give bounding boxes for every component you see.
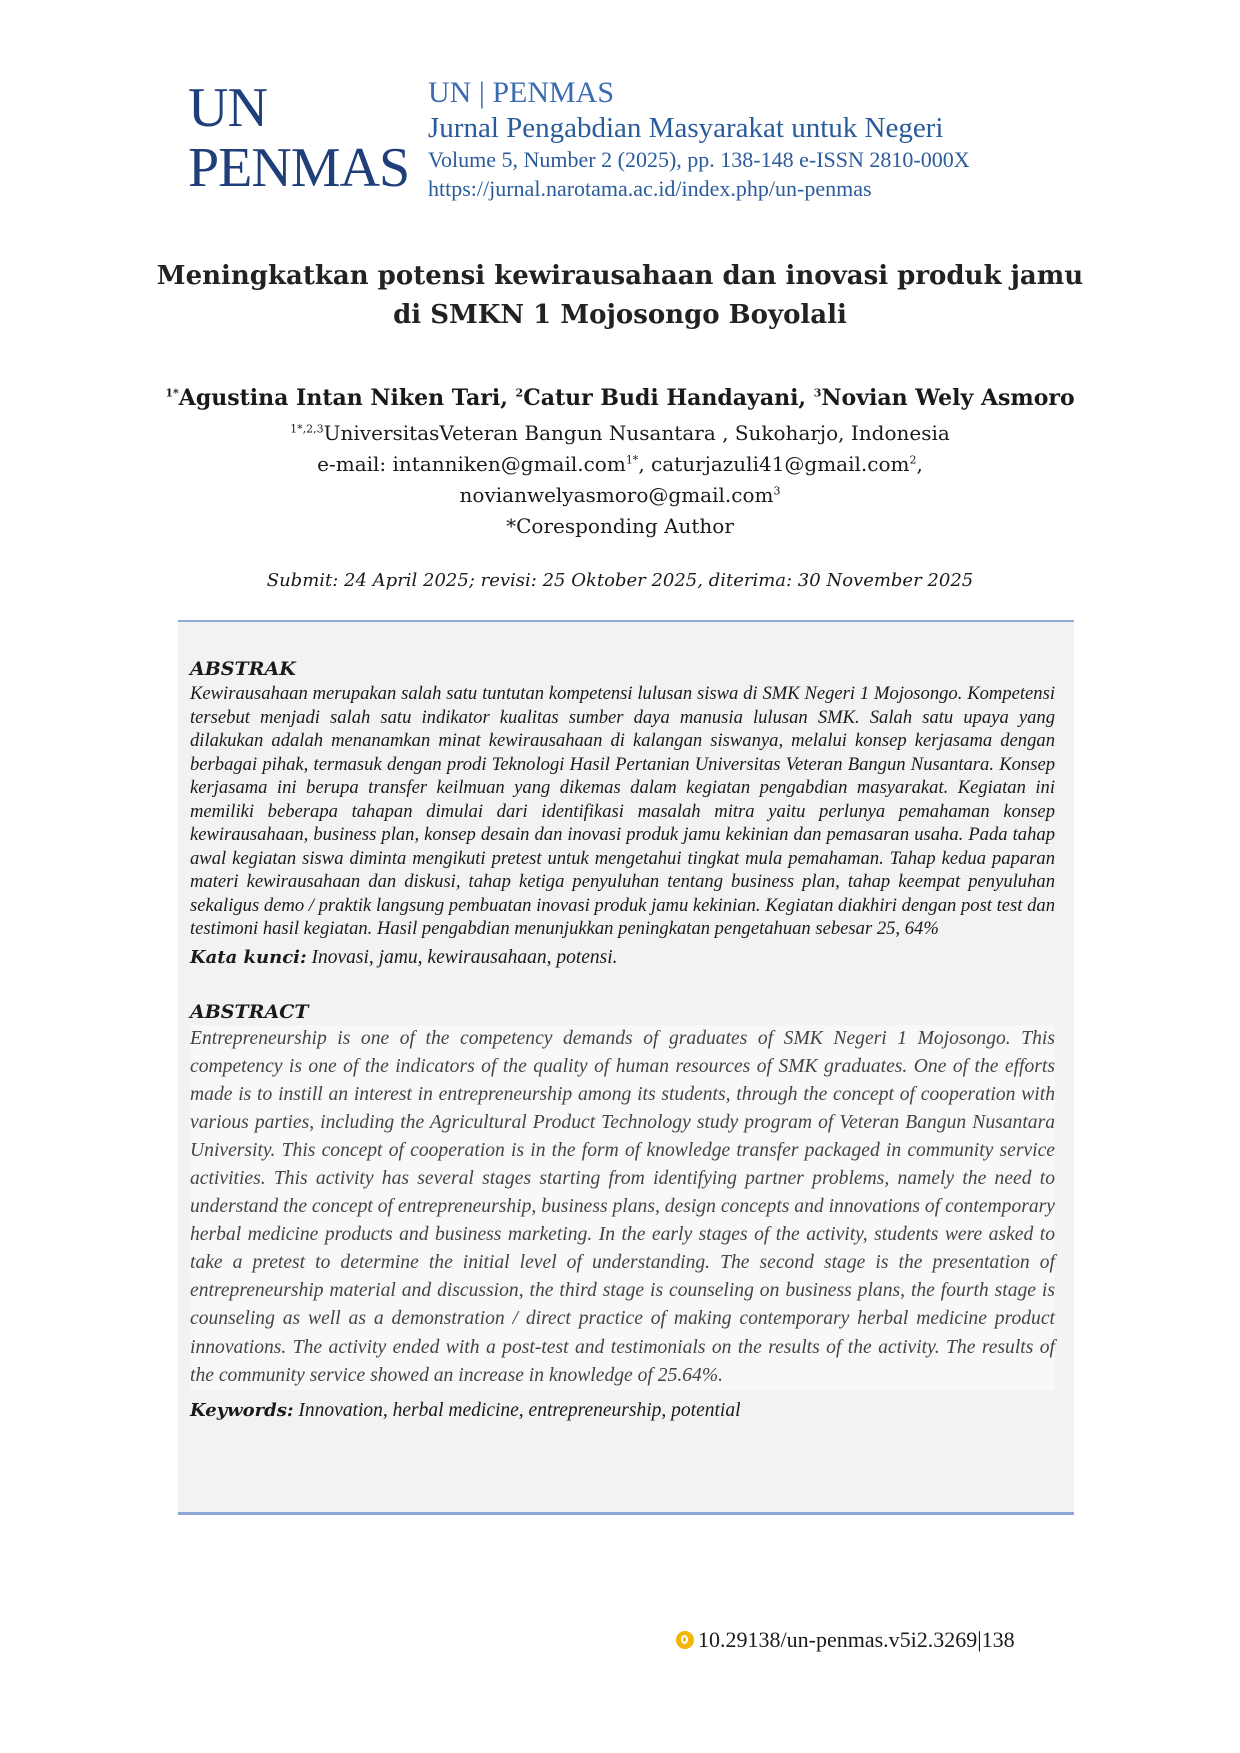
- email-1[interactable]: intanniken@gmail.com: [392, 452, 626, 476]
- author-3: Novian Wely Asmoro: [821, 385, 1075, 411]
- email-3[interactable]: novianwelyasmoro@gmail.com: [459, 483, 774, 507]
- abstract-content: [190, 656, 1055, 1424]
- logo-line-1: UN: [188, 77, 267, 139]
- author-1-marker: 1*: [165, 386, 179, 400]
- author-1: Agustina Intan Niken Tari,: [178, 385, 508, 411]
- abstract-box: [178, 620, 1074, 1515]
- email-2-suffix: ,: [916, 452, 923, 476]
- author-list: [150, 383, 1090, 413]
- journal-header: [428, 76, 970, 204]
- submission-dates: Submit: 24 April 2025; revisi: 25 Oktober 2025, diterima: 30 November 2025: [266, 570, 974, 591]
- abstract-text: Entrepreneurship is one of the competency demands of graduates of SMK Negeri 1 Mojosongo. This competency is one of the indicators of the quality of human resources of SMK graduates. One of the efforts made is to instill an interest in entrepreneurship among its students, through the concept of cooperation with various parties, including the Agricultural Product Technology study program of Veteran Bangun Nusantara University. This concept of cooperation is in the form of knowledge transfer packaged in community service activities. This activity has several stages starting from identifying partner problems, namely the need to understand the concept of entrepreneurship, business plans, design concepts and innovations of contemporary herbal medicine products and business marketing. In the early stages of the activity, students were asked to take a pretest to determine the initial level of understanding. The second stage is the presentation of entrepreneurship material and discussion, the third stage is counseling on business plans, the fourth stage is counseling as well as a demonstration / direct practice of making contemporary herbal medicine product innovations. The activity ended with a post-test and testimonials on the results of the activity. The results of the community service showed an increase in knowledge of 25.64%.: [190, 1025, 1055, 1390]
- page-footer: [676, 1626, 1015, 1654]
- email-2[interactable]: , caturjazuli41@gmail.com: [638, 452, 910, 476]
- title-line-2: di SMKN 1 Mojosongo Boyolali: [393, 300, 847, 330]
- affiliation: UniversitasVeteran Bangun Nusantara , Sukoharjo, Indonesia: [323, 421, 950, 445]
- affiliation-block: [150, 418, 1090, 542]
- doi-icon: [676, 1631, 694, 1649]
- author-2: Catur Budi Handayani,: [523, 385, 807, 411]
- keywords-values: Innovation, herbal medicine, entrepreneurship, potential: [293, 1399, 741, 1421]
- email-3-marker: 3: [773, 484, 781, 498]
- affiliation-line: [150, 418, 1090, 449]
- journal-logo: [188, 78, 409, 198]
- abstract-heading: ABSTRACT: [190, 1000, 309, 1023]
- email-1-marker: 1*: [625, 453, 639, 467]
- doi-link[interactable]: 10.29138/un-penmas.v5i2.3269: [698, 1627, 978, 1652]
- affiliation-marker: 1*,2,3: [290, 422, 324, 436]
- volume-info: Volume 5, Number 2 (2025), pp. 138-148 e-ISSN 2810-000X: [428, 147, 970, 172]
- email-line: [150, 449, 1090, 480]
- journal-full-name: Jurnal Pengabdian Masyarakat untuk Negeri: [428, 112, 944, 144]
- abstrak-text: Kewirausahaan merupakan salah satu tuntutan kompetensi lulusan siswa di SMK Negeri 1 Mojosongo. Kompetensi tersebut menjadi salah satu indikator kualitas sumber daya manusia lulusan SMK. Salah satu upaya yang dilakukan adalah menanamkan minat kewirausahaan di kalangan siswanya, melalui konsep kerjasama dengan berbagai pihak, termasuk dengan prodi Teknologi Hasil Pertanian Universitas Veteran Bangun Nusantara. Konsep kerjasama ini berupa transfer keilmuan yang dikemas dalam kegiatan pengabdian masyarakat. Kegiatan ini memiliki beberapa tahapan dimulai dari identifikasi masalah mitra yaitu perlunya pemahaman konsep kewirausahaan, business plan, konsep desain dan inovasi produk jamu kekinian dan pemasaran usaha. Pada tahap awal kegiatan siswa diminta mengikuti pretest untuk mengetahui tingkat mula pemahaman. Tahap kedua paparan materi kewirausahaan dan diskusi, tahap ketiga penyuluhan tentang business plan, tahap keempat penyuluhan sekaligus demo / praktik langsung pembuatan inovasi produk jamu kekinian. Kegiatan diakhiri dengan post test dan testimoni hasil kegiatan. Hasil pengabdian menunjukkan peningkatan pengetahuan sebesar 25, 64%: [190, 683, 1055, 939]
- corresponding-note: *Coresponding Author: [506, 514, 734, 538]
- paper-title: [150, 257, 1090, 335]
- abstract-keywords: [190, 1398, 1055, 1424]
- keywords-label: Keywords:: [190, 1399, 294, 1421]
- page-number: |138: [977, 1627, 1015, 1652]
- abstrak-keywords: [190, 945, 1055, 971]
- abstrak-heading: ABSTRAK: [190, 658, 296, 680]
- email-2-marker: 2: [909, 453, 917, 467]
- kata-kunci-label: Kata kunci:: [190, 946, 307, 968]
- email-prefix: e-mail:: [317, 452, 393, 476]
- email-line-2: [150, 480, 1090, 511]
- logo-line-2: PENMAS: [188, 137, 410, 199]
- journal-url[interactable]: https://jurnal.narotama.ac.id/index.php/un-penmas: [428, 176, 872, 201]
- journal-short-name: UN | PENMAS: [428, 76, 615, 109]
- author-2-marker: 2: [515, 386, 524, 400]
- kata-kunci-values: Inovasi, jamu, kewirausahaan, potensi.: [306, 946, 618, 968]
- author-3-marker: 3: [813, 386, 822, 400]
- title-line-1: Meningkatkan potensi kewirausahaan dan inovasi produk jamu: [156, 261, 1084, 291]
